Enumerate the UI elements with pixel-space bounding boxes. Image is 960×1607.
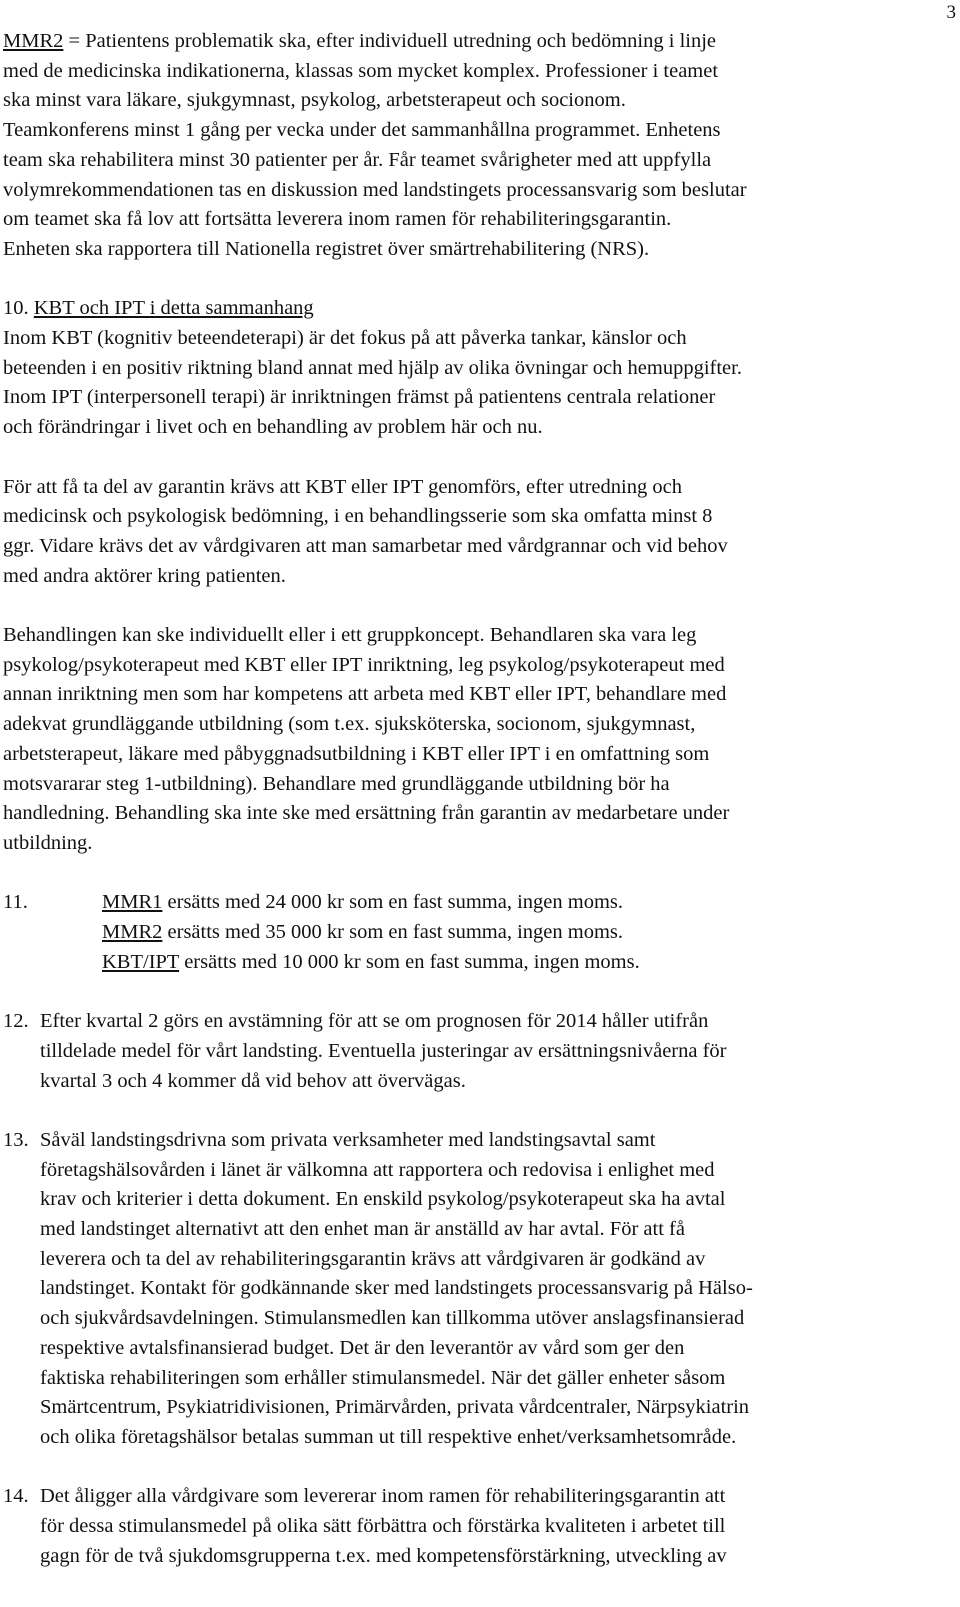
text-line: adekvat grundläggande utbildning (som t.ex. sjuksköterska, socionom, sjukgymnast, (3, 713, 696, 736)
text-line: krav och kriterier i detta dokument. En enskild psykolog/psykoterapeut ska ha avtal (40, 1188, 726, 1211)
term-mmr2: MMR2 (3, 30, 64, 52)
term-kbt-ipt: KBT/IPT (102, 950, 180, 973)
text-line: annan inriktning men som har kompetens att arbeta med KBT eller IPT, behandlare med (3, 683, 727, 706)
section-title: KBT och IPT i detta sammanhang (33, 297, 314, 320)
section-13 (3, 1126, 938, 1453)
text-line: Behandlingen kan ske individuellt eller i ett gruppkoncept. Behandlaren ska vara leg (3, 624, 697, 647)
text-line: För att få ta del av garantin krävs att KBT eller IPT genomförs, efter utredning och (3, 475, 682, 498)
section-heading (3, 294, 938, 324)
text-line: Teamkonferens minst 1 gång per vecka under det sammanhållna programmet. Enhetens (3, 119, 721, 142)
section-number: 13. (3, 1128, 29, 1151)
section-number: 10. (3, 297, 34, 320)
rate-text: ersätts med 24 000 kr som en fast summa, ingen moms. (162, 891, 624, 914)
document-body (3, 27, 938, 1571)
section-10-paragraph-2 (3, 473, 938, 592)
text-line: beteenden i en positiv riktning bland annat med hjälp av olika övningar och hemuppgifter. (3, 356, 742, 379)
text-line: tilldelade medel för vårt landsting. Eventuella justeringar av ersättningsnivåerna för (40, 1039, 727, 1062)
term-mmr1: MMR1 (102, 891, 163, 914)
text-line: och sjukvårdsavdelningen. Stimulansmedlen kan tillkomma utöver anslagsfinansierad (40, 1307, 745, 1330)
text-line: företagshälsovården i länet är välkomna att rapportera och redovisa i enlighet med (40, 1158, 715, 1181)
mmr2-paragraph (3, 27, 938, 265)
text-line: utbildning. (3, 831, 93, 854)
text-line: för dessa stimulansmedel på olika sätt förbättra och förstärka kvaliteten i arbetet till (40, 1515, 726, 1538)
text-line: ggr. Vidare krävs det av vårdgivaren att man samarbetar med vårdgrannar och vid behov (3, 534, 728, 557)
text-line: och förändringar i livet och en behandling av problem här och nu. (3, 416, 543, 439)
text-fragment: = Patientens problematik ska, efter individuell utredning och bedömning i linje (63, 30, 717, 52)
section-number: 11. (3, 891, 28, 914)
rate-text: ersätts med 35 000 kr som en fast summa, ingen moms. (162, 921, 624, 944)
section-10-paragraph-3 (3, 621, 938, 859)
section-12 (3, 1007, 938, 1096)
rate-line (102, 918, 938, 948)
text-line: team ska rehabilitera minst 30 patienter per år. Får teamet svårigheter med att uppfylla (3, 148, 712, 171)
text-line: motsvararar steg 1-utbildning). Behandlare med grundläggande utbildning bör ha (3, 772, 670, 795)
section-number: 14. (3, 1485, 29, 1508)
text-line: gagn för de två sjukdomsgrupperna t.ex. med kompetensförstärkning, utveckling av (40, 1544, 727, 1567)
text-line: Smärtcentrum, Psykiatridivisionen, Primärvården, privata vårdcentraler, Närpsykiatrin (40, 1396, 750, 1419)
page-number: 3 (946, 2, 956, 23)
text-line: psykolog/psykoterapeut med KBT eller IPT inriktning, leg psykolog/psykoterapeut med (3, 653, 725, 676)
section-number: 12. (3, 1010, 29, 1033)
rate-text: ersätts med 10 000 kr som en fast summa, ingen moms. (179, 950, 640, 973)
text-line: volymrekommendationen tas en diskussion med landstingets processansvarig som beslutar (3, 178, 747, 201)
section-10 (3, 294, 938, 443)
rate-line (102, 888, 938, 918)
text-line (3, 27, 938, 57)
text-line: med andra aktörer kring patienten. (3, 564, 286, 587)
text-line: ska minst vara läkare, sjukgymnast, psykolog, arbetsterapeut och socionom. (3, 89, 626, 112)
text-line: Enheten ska rapportera till Nationella registret över smärtrehabilitering (NRS). (3, 237, 650, 260)
section-14 (3, 1482, 938, 1571)
text-line: Det åligger alla vårdgivare som levererar inom ramen för rehabiliteringsgarantin att (40, 1485, 726, 1508)
text-line: respektive avtalsfinansierad budget. Det är den leverantör av vård som ger den (40, 1336, 685, 1359)
text-line: leverera och ta del av rehabiliteringsgarantin krävs att vårdgivaren är godkänd av (40, 1247, 706, 1270)
text-line: om teamet ska få lov att fortsätta leverera inom ramen för rehabiliteringsgarantin. (3, 208, 672, 231)
text-line: Såväl landstingsdrivna som privata verksamheter med landstingsavtal samt (40, 1128, 656, 1151)
text-line: landstinget. Kontakt för godkännande sker med landstingets processansvarig på Hälso- (40, 1277, 753, 1300)
text-line: kvartal 3 och 4 kommer då vid behov att övervägas. (40, 1069, 466, 1092)
text-line: med de medicinska indikationerna, klassas som mycket komplex. Professioner i teamet (3, 59, 719, 82)
text-line: arbetsterapeut, läkare med påbyggnadsutbildning i KBT eller IPT i en omfattning som (3, 742, 710, 765)
text-line: Inom KBT (kognitiv beteendeterapi) är det fokus på att påverka tankar, känslor och (3, 327, 687, 350)
text-line: faktiska rehabiliteringen som erhåller stimulansmedel. När det gäller enheter såsom (40, 1366, 726, 1389)
text-line: och olika företagshälsor betalas summan ut till respektive enhet/verksamhetsområde. (40, 1425, 737, 1448)
term-mmr2: MMR2 (102, 921, 163, 944)
text-line: medicinsk och psykologisk bedömning, i en behandlingsserie som ska omfatta minst 8 (3, 505, 713, 528)
section-11 (3, 888, 938, 977)
text-line: med landstinget alternativt att den enhet man är anställd av har avtal. För att få (40, 1218, 685, 1241)
text-line: handledning. Behandling ska inte ske med ersättning från garantin av medarbetare under (3, 802, 730, 825)
rate-line (102, 948, 938, 978)
text-line: Efter kvartal 2 görs en avstämning för att se om prognosen för 2014 håller utifrån (40, 1010, 709, 1033)
text-line: Inom IPT (interpersonell terapi) är inriktningen främst på patientens centrala relationer (3, 386, 716, 409)
